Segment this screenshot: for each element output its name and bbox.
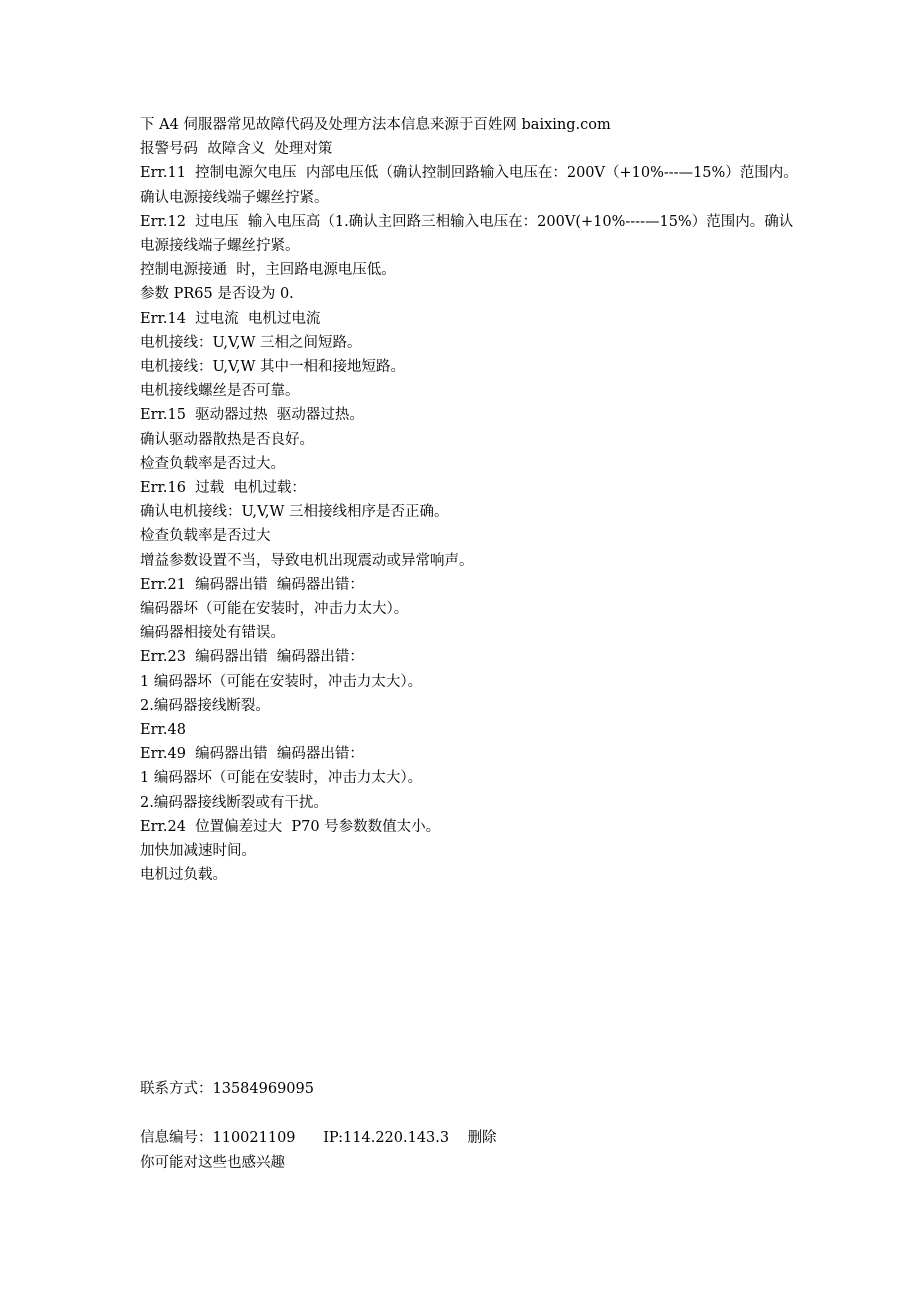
error-entry-line: Err.48 bbox=[140, 722, 186, 739]
text-line: 编码器相接处有错误。 bbox=[140, 625, 285, 642]
text-line: 加快加减速时间。 bbox=[140, 843, 256, 860]
text-line: 2.编码器接线断裂。 bbox=[140, 697, 270, 714]
error-entry-line: Err.23 编码器出错 编码器出错： bbox=[140, 649, 364, 666]
error-entry-line: Err.21 编码器出错 编码器出错： bbox=[140, 576, 364, 593]
delete-link[interactable]: 删除 bbox=[467, 1130, 497, 1146]
document-body bbox=[140, 113, 800, 888]
text-line: 1 编码器坏（可能在安装时，冲击力太大）。 bbox=[140, 673, 423, 690]
text-line: 确认电机接线：U,V,W 三相接线相序是否正确。 bbox=[140, 504, 449, 521]
text-line: 2.编码器接线断裂或有干扰。 bbox=[140, 794, 328, 811]
text-line: 确认驱动器散热是否良好。 bbox=[140, 431, 314, 448]
info-line bbox=[140, 1126, 497, 1150]
error-entry-line: Err.12 过电压 输入电压高（1.确认主回路三相输入电压在：200V(+10%----—15%）范围内。确认电源接线端子螺丝拧紧。 bbox=[140, 213, 794, 255]
text-line: 编码器坏（可能在安装时，冲击力太大）。 bbox=[140, 601, 409, 618]
text-line: 参数 PR65 是否设为 0. bbox=[140, 286, 294, 303]
document-title: 下 A4 伺服器常见故障代码及处理方法本信息来源于百姓网 baixing.com bbox=[140, 117, 611, 133]
info-number: 信息编号：110021109 bbox=[140, 1130, 296, 1146]
text-line: 控制电源接通 时，主回路电源电压低。 bbox=[140, 262, 396, 279]
text-line: 电机接线：U,V,W 三相之间短路。 bbox=[140, 334, 362, 351]
text-line: 电机过负载。 bbox=[140, 867, 227, 884]
text-line: 增益参数设置不当，导致电机出现震动或异常响声。 bbox=[140, 552, 474, 569]
error-entry-line: Err.49 编码器出错 编码器出错： bbox=[140, 746, 364, 763]
error-entry-line: Err.15 驱动器过热 驱动器过热。 bbox=[140, 407, 364, 424]
text-line: 电机接线：U,V,W 其中一相和接地短路。 bbox=[140, 359, 406, 376]
text-line: 检查负载率是否过大 bbox=[140, 528, 271, 545]
related-heading: 你可能对这些也感兴趣 bbox=[140, 1155, 285, 1171]
error-entry-line: Err.14 过电流 电机过电流 bbox=[140, 310, 321, 327]
text-line: 检查负载率是否过大。 bbox=[140, 455, 285, 472]
error-entry-line: Err.24 位置偏差过大 P70 号参数数值太小。 bbox=[140, 818, 441, 835]
text-line: 1 编码器坏（可能在安装时，冲击力太大）。 bbox=[140, 770, 423, 787]
ip-address: IP:114.220.143.3 bbox=[323, 1130, 450, 1146]
table-header-line: 报警号码 故障含义 处理对策 bbox=[140, 141, 333, 158]
error-entry-line: Err.11 控制电源欠电压 内部电压低（确认控制回路输入电压在：200V（+10%---—15%）范围内。确认电源接线端子螺丝拧紧。 bbox=[140, 165, 798, 206]
contact-info: 联系方式：13584969095 bbox=[140, 1081, 314, 1097]
text-line: 电机接线螺丝是否可靠。 bbox=[140, 383, 300, 400]
error-entry-line: Err.16 过载 电机过载： bbox=[140, 480, 306, 497]
